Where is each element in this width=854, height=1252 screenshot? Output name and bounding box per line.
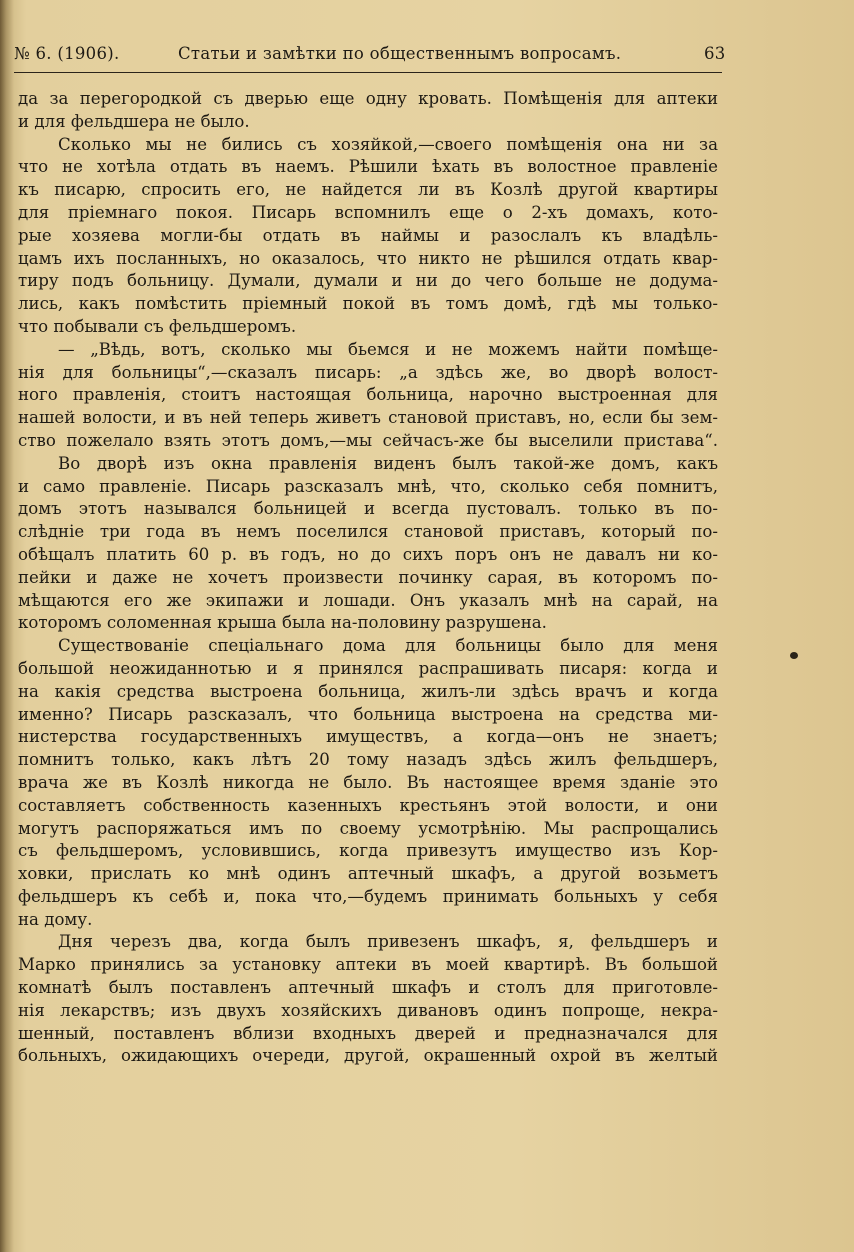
text-line: на какія средства выстроена больница, жилъ-ли здѣсь врачъ и когда <box>18 681 718 701</box>
ink-blot <box>790 652 798 659</box>
text-line: Во дворѣ изъ окна правленія виденъ былъ такой-же домъ, какъ <box>58 453 718 473</box>
text-line: цамъ ихъ посланныхъ, но оказалось, что никто не рѣшился отдать квар- <box>18 248 718 268</box>
text-line: нія для больницы“,—сказалъ писарь: „а здѣсь же, во дворѣ волост- <box>18 362 718 382</box>
text-line: лись, какъ помѣстить пріемный покой въ томъ домѣ, гдѣ мы только- <box>18 294 718 314</box>
text-line: которомъ соломенная крыша была на-половину разрушена. <box>18 613 547 633</box>
text-line: къ писарю, спросить его, не найдется ли въ Козлѣ другой квартиры <box>18 180 718 200</box>
text-line: именно? Писарь разсказалъ, что больница выстроена на средства ми- <box>18 704 718 724</box>
text-line: что побывали съ фельдшеромъ. <box>18 316 297 336</box>
text-line: комнатѣ былъ поставленъ аптечный шкафъ и столъ для приготовле- <box>18 978 718 998</box>
text-line: домъ этотъ назывался больницей и всегда пустовалъ. только въ по- <box>18 499 718 519</box>
text-line: Сколько мы не бились съ хозяйкой,—своего помѣщенія она ни за <box>58 134 718 154</box>
text-line: фельдшеръ къ себѣ и, пока что,—будемъ принимать больныхъ у себя <box>18 886 718 906</box>
text-line: нашей волости, и въ ней теперь живетъ становой приставъ, но, если бы зем- <box>18 408 718 428</box>
text-line: ство пожелало взять этотъ домъ,—мы сейчасъ-же бы выселили пристава“. <box>18 430 718 450</box>
text-line: большой неожиданнотью и я принялся распрашивать писаря: когда и <box>18 658 718 678</box>
text-line: обѣщалъ платить 60 р. въ годъ, но до сихъ поръ онъ не давалъ ни ко- <box>18 544 718 564</box>
text-line: что не хотѣла отдать въ наемъ. Рѣшили ѣхать въ волостное правленіе <box>18 157 718 177</box>
text-line: Марко принялись за установку аптеки въ моей квартирѣ. Въ большой <box>18 955 718 975</box>
text-line: и само правленіе. Писарь разсказалъ мнѣ, что, сколько себя помнитъ, <box>18 476 718 496</box>
page-number: 63 <box>704 44 726 63</box>
text-line: тиру подъ больницу. Думали, думали и ни до чего больше не додума- <box>18 271 718 291</box>
running-header <box>14 44 732 68</box>
text-line: на дому. <box>18 909 93 929</box>
text-line: съ фельдшеромъ, условившись, когда привезутъ имущество изъ Кор- <box>18 841 718 861</box>
text-line: нія лекарствъ; изъ двухъ хозяйскихъ дивановъ одинъ попроще, некра- <box>18 1000 718 1020</box>
text-line: врача же въ Козлѣ никогда не было. Въ настоящее время зданіе это <box>18 772 718 792</box>
text-line: шенный, поставленъ вблизи входныхъ дверей и предназначался для <box>18 1023 718 1043</box>
text-line: для пріемнаго покоя. Писарь вспомнилъ еще о 2-хъ домахъ, кото- <box>18 202 718 222</box>
text-line: нистерства государственныхъ имуществъ, а когда—онъ не знаетъ; <box>18 727 718 747</box>
header-rule <box>14 72 722 73</box>
text-line: составляетъ собственность казенныхъ крестьянъ этой волости, и они <box>18 795 718 815</box>
text-line: слѣдніе три года въ немъ поселился становой приставъ, который по- <box>18 522 718 542</box>
body-text <box>18 88 718 1068</box>
text-line: Дня черезъ два, когда былъ привезенъ шкафъ, я, фельдшеръ и <box>58 932 718 952</box>
text-line: могутъ распоряжаться имъ по своему усмотрѣнію. Мы распрощались <box>18 818 718 838</box>
text-line: мѣщаются его же экипажи и лошади. Онъ указалъ мнѣ на сарай, на <box>18 590 718 610</box>
text-line: помнитъ только, какъ лѣтъ 20 тому назадъ здѣсь жилъ фельдшеръ, <box>18 750 718 770</box>
text-line: рые хозяева могли-бы отдать въ наймы и разослалъ къ владѣль- <box>18 225 718 245</box>
text-line: да за перегородкой съ дверью еще одну кровать. Помѣщенія для аптеки <box>18 89 718 108</box>
text-line: Существованіе спеціальнаго дома для больницы было для меня <box>58 636 718 656</box>
issue-number: № 6. (1906). <box>14 44 120 63</box>
text-line: ного правленія, стоитъ настоящая больница, нарочно выстроенная для <box>18 385 718 405</box>
text-line: и для фельдшера не было. <box>18 111 250 131</box>
text-line: больныхъ, ожидающихъ очереди, другой, окрашенный охрой въ желтый <box>18 1046 718 1066</box>
text-line: — „Вѣдь, вотъ, сколько мы бьемся и не можемъ найти помѣще- <box>58 339 718 359</box>
text-line: пейки и даже не хочетъ произвести починку сарая, въ которомъ по- <box>18 567 718 587</box>
text-line: ховки, прислать ко мнѣ одинъ аптечный шкафъ, а другой возьметъ <box>18 864 718 884</box>
section-title: Статьи и замѣтки по общественнымъ вопросамъ. <box>178 44 622 63</box>
